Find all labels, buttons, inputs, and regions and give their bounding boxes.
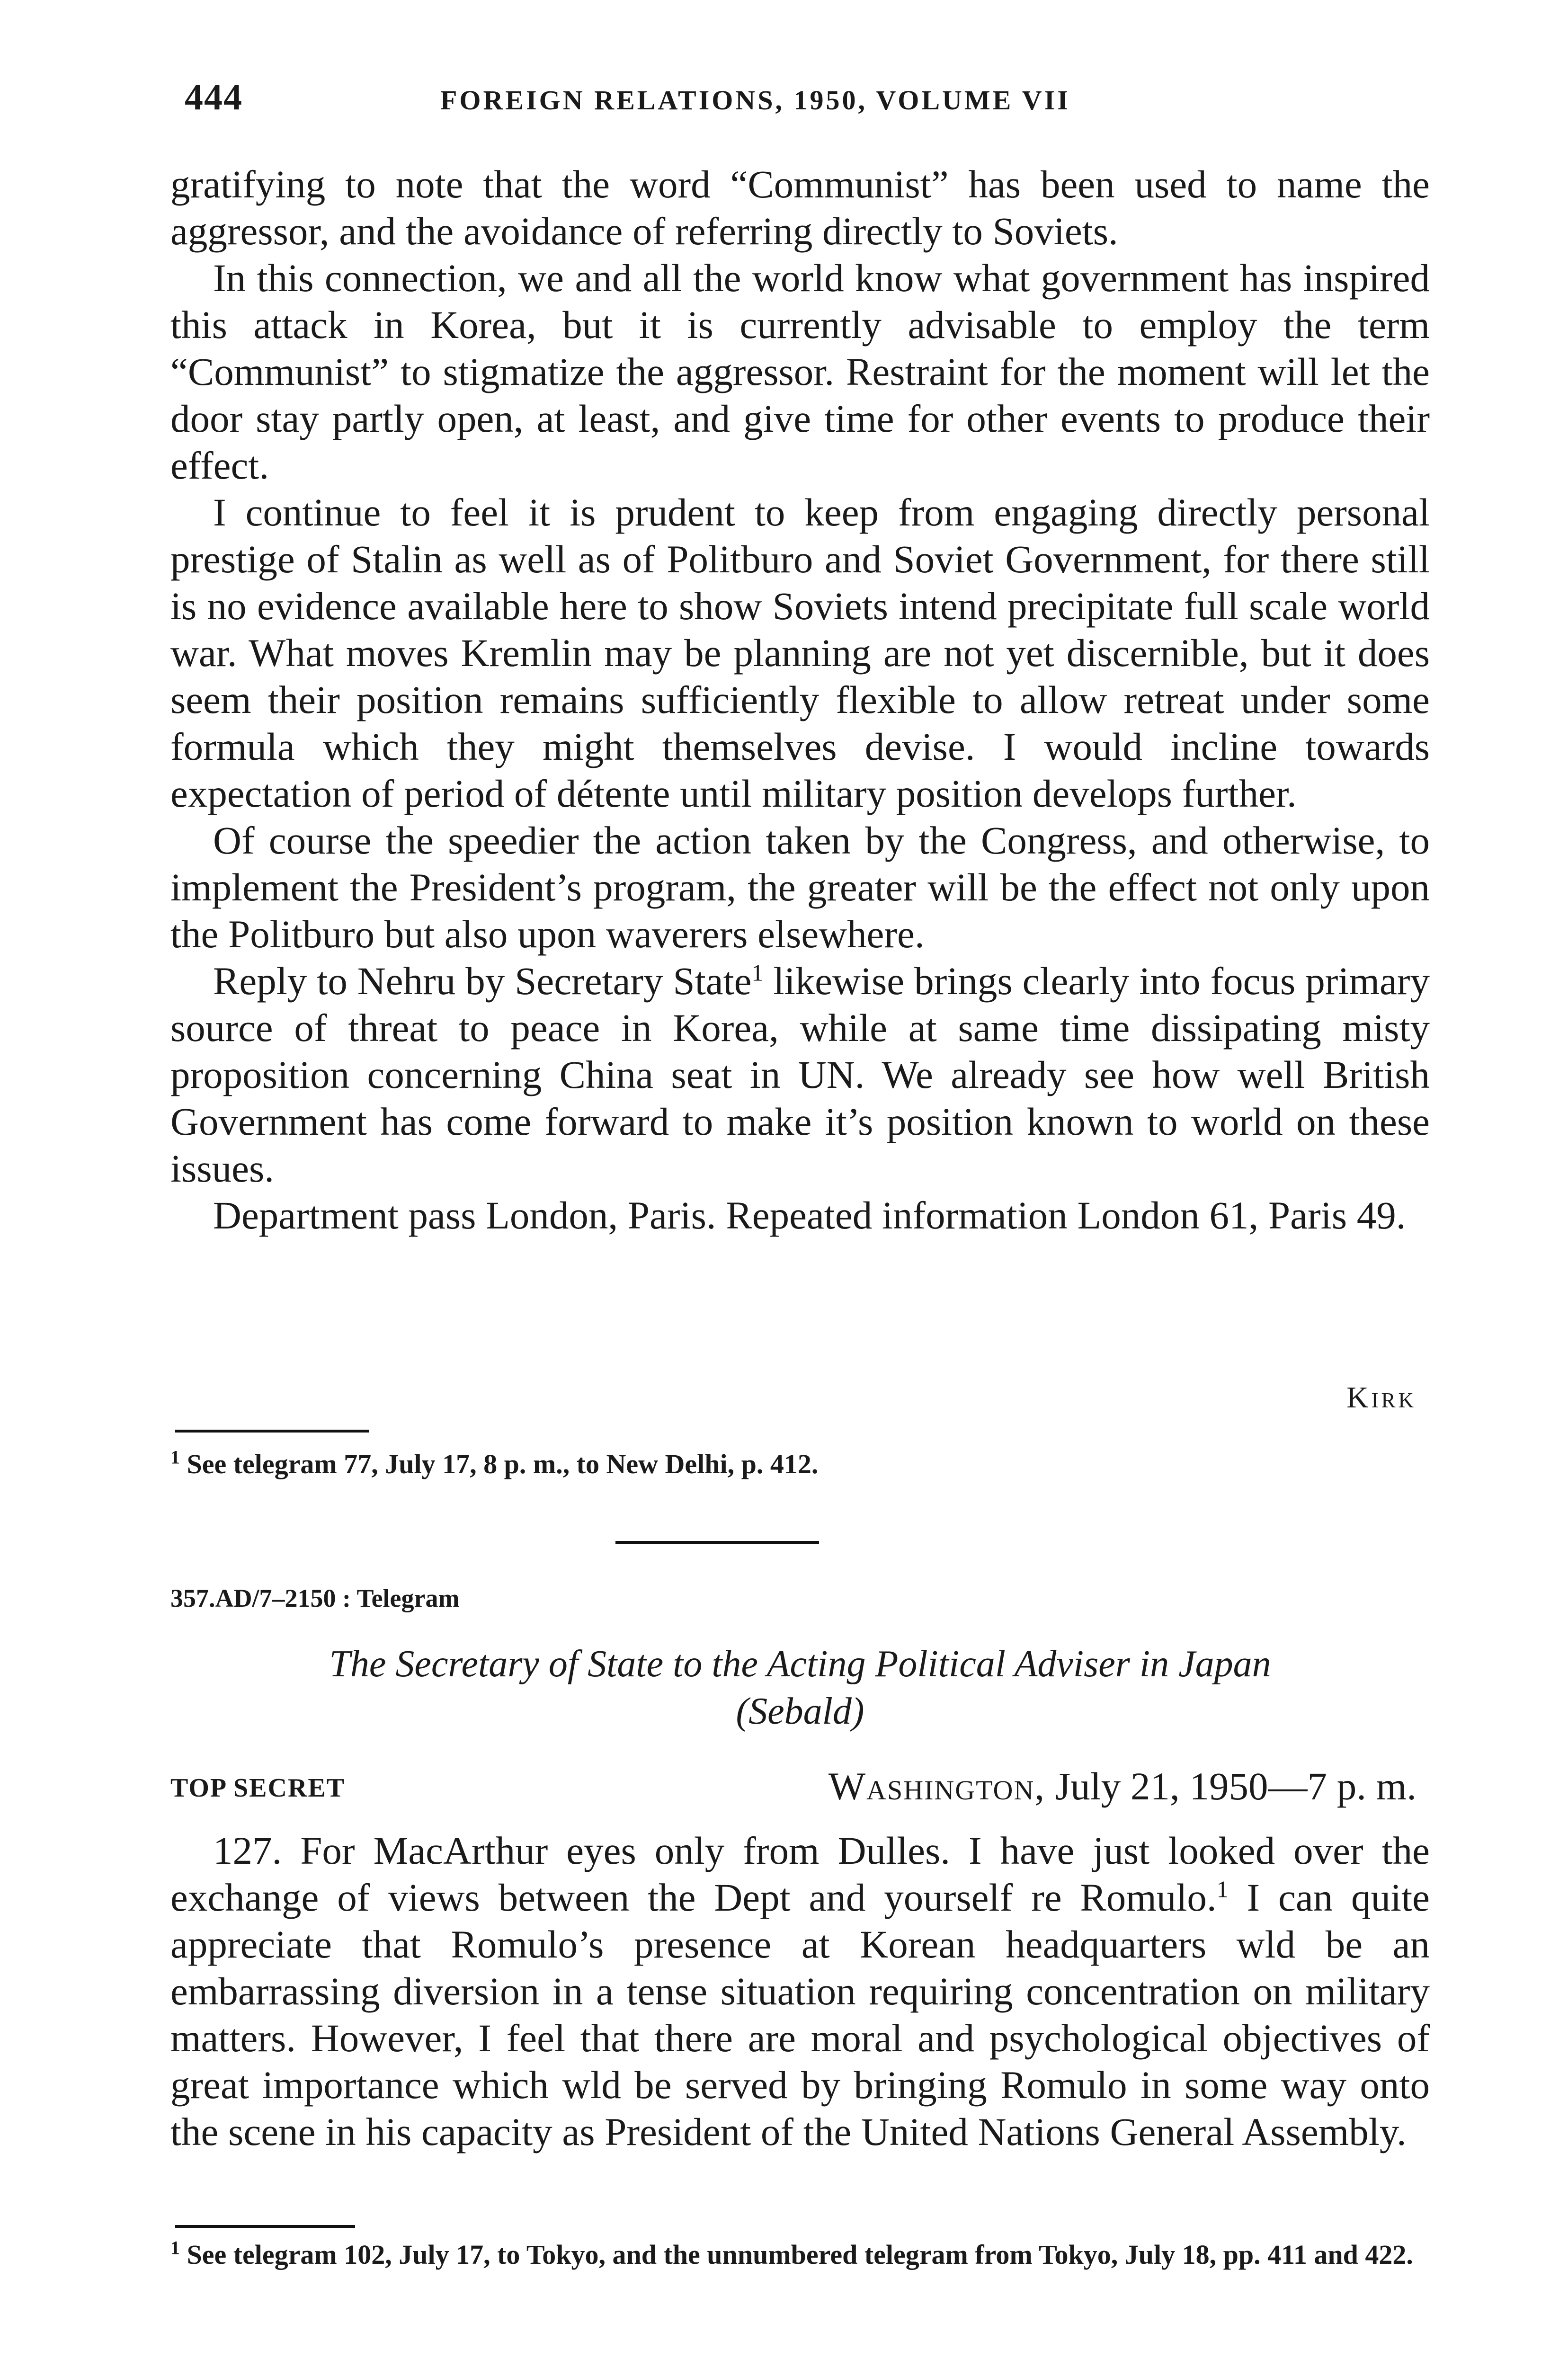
footnote-text: See telegram 77, July 17, 8 p. m., to New Delhi, p. 412. <box>187 1449 819 1479</box>
footnote-marker: 1 <box>751 959 764 986</box>
footnote-marker: 1 <box>170 2237 180 2259</box>
telegram-body <box>170 1827 1430 2155</box>
date: July 21, 1950—7 p. m. <box>1045 1764 1417 1808</box>
title-line: (Sebald) <box>736 1691 864 1732</box>
classification-label: TOP SECRET <box>170 1773 346 1803</box>
footnote-marker: 1 <box>1216 1876 1229 1903</box>
footnote <box>170 1446 1430 1480</box>
place-date-line <box>829 1763 1417 1809</box>
paragraph-text: Reply to Nehru by Secretary State <box>213 959 752 1003</box>
paragraph-text: 127. For MacArthur eyes only from Dulles. I have just looked over the exchange of views between the Dept and yourself re Romulo. <box>170 1829 1430 1919</box>
running-head: FOREIGN RELATIONS, 1950, VOLUME VII <box>440 85 1070 116</box>
paragraph-text: likewise brings clearly into focus primary source of threat to peace in Korea, while at same time dissipating misty proposition concerning China seat in UN. We already see how well British Government has come forward to make it’s position known to world on these issues. <box>170 959 1430 1190</box>
page-header <box>185 76 1434 128</box>
place: Washington, <box>828 1764 1046 1808</box>
paragraph-text: I can quite appreciate that Romulo’s presence at Korean headquarters wld be an embarrassing diversion in a tense situation requiring concentration on military matters. However, I feel that there are moral and psychological objectives of great importance which wld be served by bringing Romulo in some way onto the scene in his capacity as President of the United Nations General Assembly. <box>170 1876 1430 2153</box>
document-title <box>170 1640 1430 1735</box>
footnote-text: See telegram 102, July 17, to Tokyo, and the unnumbered telegram from Tokyo, July 18, pp. 411 and 422. <box>187 2239 1413 2270</box>
file-reference: 357.AD/7–2150 : Telegram <box>170 1584 460 1612</box>
footnote-marker: 1 <box>170 1446 180 1468</box>
paragraph: I continue to feel it is prudent to keep from engaging directly personal prestige of Stalin as well as of Politburo and Soviet Government, for there still is no evidence available here to show Soviets intend precipitate full scale world war. What moves Kremlin may be planning are not yet discernible, but it does seem their position remains sufficiently flexible to allow retreat under some formula which they might themselves devise. I would incline towards expectation of period of détente until military position develops further. <box>170 490 1430 815</box>
paragraph: Department pass London, Paris. Repeated information London 61, Paris 49. <box>213 1193 1406 1237</box>
footnote-rule <box>175 2225 355 2228</box>
title-line: The Secretary of State to the Acting Political Adviser in Japan <box>329 1643 1271 1685</box>
paragraph-with-footnote <box>170 958 1430 1192</box>
paragraph: Of course the speedier the action taken by the Congress, and otherwise, to implement the President’s program, the greater will be the effect not only upon the Politburo but also upon waverers elsewhere. <box>170 819 1430 956</box>
letter-body <box>170 161 1430 1239</box>
paragraph: In this connection, we and all the world know what government has inspired this attack in Korea, but it is currently advisable to employ the term “Communist” to stigmatize the aggressor. Restraint for the moment will let the door stay partly open, at least, and give time for other events to produce their effect. <box>170 256 1430 487</box>
paragraph-continuation: gratifying to note that the word “Communist” has been used to name the aggressor, and the avoidance of referring directly to Soviets. <box>170 162 1430 253</box>
footnote <box>170 2239 1430 2270</box>
footnote-rule <box>175 1430 369 1433</box>
paragraph-with-footnote <box>170 1827 1430 2155</box>
page-number: 444 <box>185 76 243 117</box>
section-divider <box>615 1541 819 1544</box>
signature: Kirk <box>1346 1380 1417 1414</box>
